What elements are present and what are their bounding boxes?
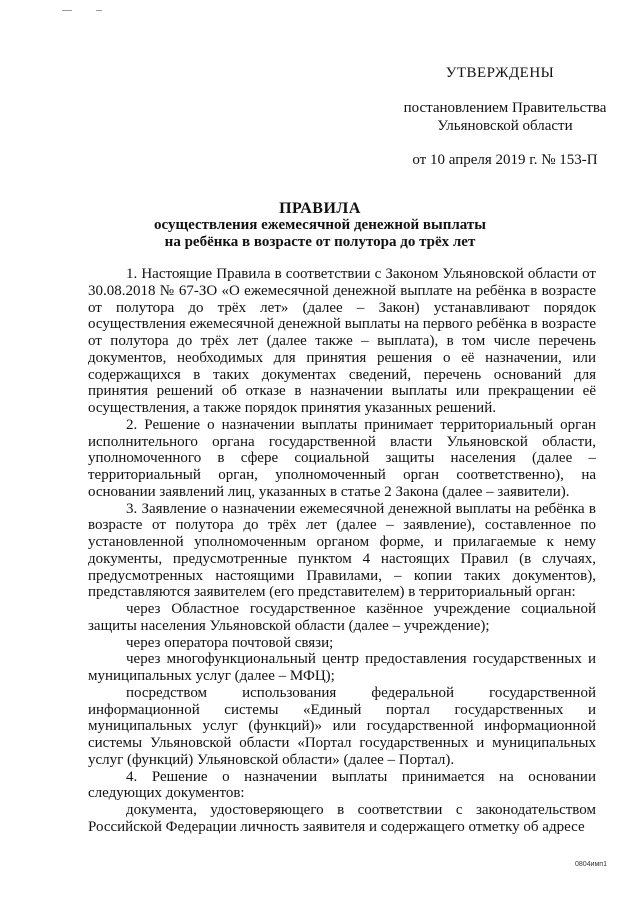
approval-line: Ульяновской области xyxy=(437,118,573,134)
paragraph: документа, удостоверяющего в соответствии с законодательством Российской Федерации личность заявителя и содержащего отметку об адресе xyxy=(88,802,596,835)
paragraph: через многофункциональный центр предоставления государственных и муниципальных услуг (далее – МФЦ); xyxy=(88,651,596,684)
approval-date: от 10 апреля 2019 г. № 153-П xyxy=(412,152,598,168)
scan-artifact xyxy=(62,10,72,11)
approval-line: постановлением Правительства xyxy=(403,100,607,116)
paragraph: через оператора почтовой связи; xyxy=(126,634,334,651)
paragraph: посредством использования федеральной государственной информационной системы «Единый портал государственных и муниципальных услуг (функций)» или государственной информационной системы Ульяновской области «Портал государственных и муниципальных услуг (функций) Ульяновской области» (далее – Портал). xyxy=(88,684,596,768)
scan-artifact xyxy=(96,10,102,11)
paragraph: 1. Настоящие Правила в соответствии с Законом Ульяновской области от 30.08.2018 № 67-ЗО «О ежемесячной денежной выплате на ребёнка в возрасте от полутора до трёх лет» (далее – Закон) устанавливают порядок осуществления ежемесячной денежной выплаты на первого ребёнка в возрасте от полутора до трёх лет (далее также – выплата), в том числе перечень документов, необходимых для принятия решения о её назначении, или содержащихся в таких документах сведений, перечень оснований для принятия решений об отказе в назначении выплаты или прекращении её осуществления, а также порядок принятия указанных решений. xyxy=(88,266,596,416)
paragraph: 4. Решение о назначении выплаты принимается на основании следующих документов: xyxy=(88,768,596,802)
document-body xyxy=(88,266,596,836)
document-title-block xyxy=(100,200,540,251)
paragraph: через Областное государственное казённое учреждение социальной защиты населения Ульяновской области (далее – учреждение); xyxy=(88,601,596,634)
document-subtitle: на ребёнка в возрасте от полутора до трёх лет xyxy=(164,234,476,250)
paragraph: 3. Заявление о назначении ежемесячной денежной выплаты на ребёнка в возрасте от полутора до трёх лет (далее – заявление), составленное по установленной уполномоченным органом форме, и прилагаемые к нему документы, предусмотренные пунктом 4 настоящих Правил (в случаях, предусмотренных настоящими Правилами, – копии таких документов), представляются заявителем (его представителем) в территориальный орган: xyxy=(88,500,596,601)
document-title: ПРАВИЛА xyxy=(279,200,361,217)
paragraph: 2. Решение о назначении выплаты принимает территориальный орган исполнительного органа государственной власти Ульяновской области, уполномоченного в сфере социальной защиты населения (далее – территориальный орган, уполномоченный орган соответственно), на основании заявлений лиц, указанных в статье 2 Закона (далее – заявители). xyxy=(88,416,596,500)
approval-title: УТВЕРЖДЕНЫ xyxy=(445,65,555,81)
footer-code: 0804имп1 xyxy=(575,861,607,868)
document-subtitle: осуществления ежемесячной денежной выплаты xyxy=(154,217,486,233)
